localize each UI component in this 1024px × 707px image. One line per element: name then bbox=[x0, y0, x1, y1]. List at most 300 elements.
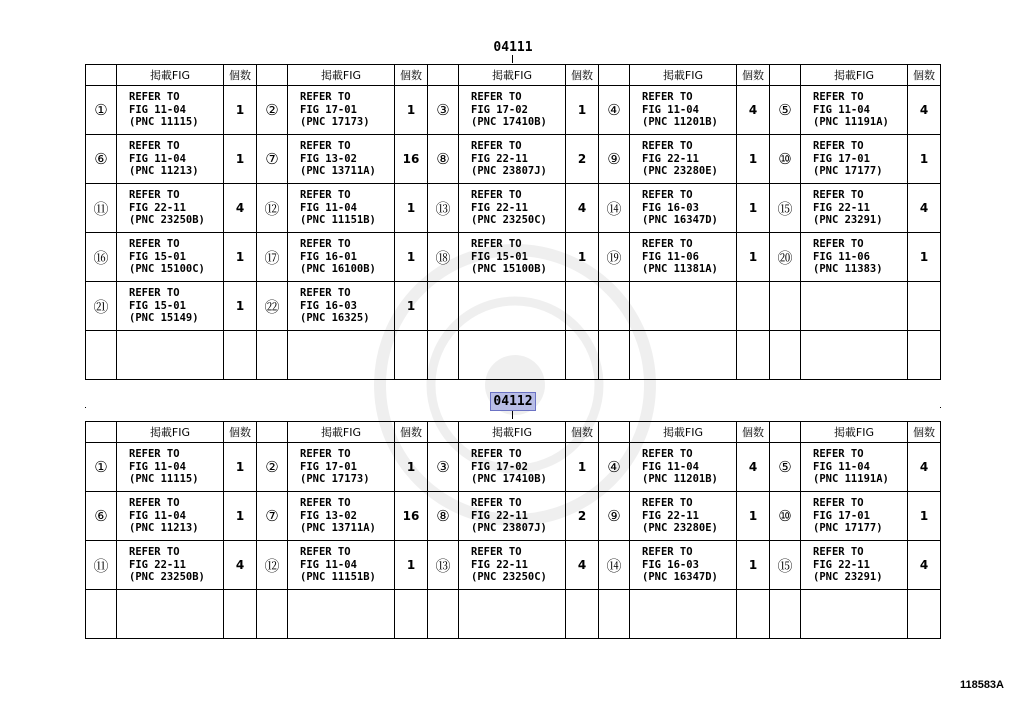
reference-line: REFER TO bbox=[813, 546, 864, 559]
item-number: ⑦ bbox=[257, 492, 288, 541]
table-header-row bbox=[86, 65, 941, 86]
reference-line: REFER TO bbox=[300, 91, 351, 104]
quantity-cell: 1 bbox=[224, 233, 257, 282]
quantity-cell: 1 bbox=[908, 233, 941, 282]
item-number bbox=[86, 590, 117, 639]
quantity-cell bbox=[908, 331, 941, 380]
item-number: ⑰ bbox=[257, 233, 288, 282]
reference-line: (PNC 23250C) bbox=[471, 571, 547, 584]
item-number: ⑨ bbox=[599, 492, 630, 541]
quantity-cell: 1 bbox=[224, 443, 257, 492]
reference-line: FIG 11-04 bbox=[300, 201, 357, 214]
reference-line: FIG 22-11 bbox=[129, 201, 186, 214]
quantity-cell: 1 bbox=[395, 184, 428, 233]
item-number bbox=[770, 331, 801, 380]
reference-cell bbox=[288, 86, 395, 135]
header-blank bbox=[86, 422, 117, 443]
item-number: ⑭ bbox=[599, 541, 630, 590]
table-header-row bbox=[86, 422, 941, 443]
header-qty: 個数 bbox=[908, 422, 941, 443]
label-tick bbox=[512, 55, 513, 63]
quantity-cell: 1 bbox=[224, 135, 257, 184]
item-number: ⑱ bbox=[428, 233, 459, 282]
item-number: ① bbox=[86, 443, 117, 492]
reference-cell bbox=[117, 184, 224, 233]
item-number: ⑪ bbox=[86, 541, 117, 590]
quantity-cell: 1 bbox=[737, 184, 770, 233]
parts-table-04112 bbox=[85, 421, 941, 639]
quantity-cell: 1 bbox=[395, 282, 428, 331]
reference-cell bbox=[459, 541, 566, 590]
reference-line: FIG 17-01 bbox=[813, 509, 870, 522]
header-blank bbox=[770, 422, 801, 443]
reference-line: (PNC 11213) bbox=[129, 522, 199, 535]
table-label-04111: 04111 bbox=[493, 40, 533, 55]
reference-line: REFER TO bbox=[129, 287, 180, 300]
item-number bbox=[770, 590, 801, 639]
header-blank bbox=[428, 422, 459, 443]
reference-cell bbox=[801, 541, 908, 590]
reference-cell bbox=[288, 541, 395, 590]
reference-line: (PNC 15100B) bbox=[471, 263, 547, 276]
reference-line: (PNC 11191A) bbox=[813, 473, 889, 486]
reference-line: (PNC 16347D) bbox=[642, 571, 718, 584]
reference-cell bbox=[459, 492, 566, 541]
reference-line: (PNC 11383) bbox=[813, 263, 883, 276]
reference-line: (PNC 11201B) bbox=[642, 116, 718, 129]
reference-cell bbox=[288, 135, 395, 184]
reference-line: FIG 17-01 bbox=[300, 103, 357, 116]
reference-cell bbox=[801, 590, 908, 639]
reference-line: FIG 17-02 bbox=[471, 460, 528, 473]
reference-line: REFER TO bbox=[471, 238, 522, 251]
reference-cell bbox=[801, 184, 908, 233]
quantity-cell bbox=[908, 282, 941, 331]
reference-line: (PNC 17410B) bbox=[471, 473, 547, 486]
reference-cell bbox=[801, 86, 908, 135]
quantity-cell: 1 bbox=[737, 492, 770, 541]
item-number: ⑮ bbox=[770, 184, 801, 233]
reference-line: FIG 17-02 bbox=[471, 103, 528, 116]
table-row bbox=[86, 331, 941, 380]
item-number bbox=[257, 590, 288, 639]
header-qty: 個数 bbox=[737, 422, 770, 443]
reference-line: (PNC 23280E) bbox=[642, 165, 718, 178]
item-number: ⑪ bbox=[86, 184, 117, 233]
header-fig: 掲載FIG bbox=[117, 422, 224, 443]
reference-line: REFER TO bbox=[129, 140, 180, 153]
reference-cell bbox=[630, 282, 737, 331]
quantity-cell bbox=[395, 331, 428, 380]
reference-line: (PNC 11381A) bbox=[642, 263, 718, 276]
quantity-cell: 4 bbox=[908, 184, 941, 233]
reference-cell bbox=[288, 492, 395, 541]
quantity-cell: 4 bbox=[737, 86, 770, 135]
reference-line: REFER TO bbox=[300, 238, 351, 251]
reference-cell bbox=[288, 331, 395, 380]
item-number: ⑬ bbox=[428, 184, 459, 233]
reference-line: REFER TO bbox=[813, 448, 864, 461]
table-row bbox=[86, 492, 941, 541]
reference-line: REFER TO bbox=[129, 497, 180, 510]
quantity-cell bbox=[224, 331, 257, 380]
reference-line: REFER TO bbox=[813, 497, 864, 510]
header-blank bbox=[599, 422, 630, 443]
reference-line: REFER TO bbox=[300, 140, 351, 153]
quantity-cell: 4 bbox=[224, 184, 257, 233]
quantity-cell: 4 bbox=[566, 541, 599, 590]
reference-line: REFER TO bbox=[300, 546, 351, 559]
item-number bbox=[599, 282, 630, 331]
reference-line: REFER TO bbox=[300, 497, 351, 510]
item-number: ③ bbox=[428, 443, 459, 492]
reference-line: REFER TO bbox=[471, 497, 522, 510]
reference-cell bbox=[630, 331, 737, 380]
item-number: ㉑ bbox=[86, 282, 117, 331]
item-number: ⑥ bbox=[86, 135, 117, 184]
reference-line: REFER TO bbox=[813, 189, 864, 202]
header-fig: 掲載FIG bbox=[459, 422, 566, 443]
quantity-cell: 1 bbox=[224, 492, 257, 541]
reference-line: FIG 11-06 bbox=[642, 250, 699, 263]
item-number: ㉒ bbox=[257, 282, 288, 331]
item-number: ⑫ bbox=[257, 541, 288, 590]
reference-line: FIG 22-11 bbox=[642, 152, 699, 165]
reference-cell bbox=[288, 443, 395, 492]
reference-line: REFER TO bbox=[642, 189, 693, 202]
reference-line: (PNC 11115) bbox=[129, 116, 199, 129]
quantity-cell bbox=[566, 590, 599, 639]
reference-line: FIG 22-11 bbox=[642, 509, 699, 522]
reference-cell bbox=[117, 331, 224, 380]
header-qty: 個数 bbox=[395, 422, 428, 443]
reference-cell bbox=[630, 492, 737, 541]
header-blank bbox=[86, 65, 117, 86]
reference-cell bbox=[459, 135, 566, 184]
reference-cell bbox=[117, 492, 224, 541]
reference-cell bbox=[801, 492, 908, 541]
reference-line: (PNC 15149) bbox=[129, 312, 199, 325]
reference-line: REFER TO bbox=[642, 448, 693, 461]
quantity-cell: 1 bbox=[395, 233, 428, 282]
item-number: ① bbox=[86, 86, 117, 135]
item-number bbox=[770, 282, 801, 331]
reference-cell bbox=[630, 86, 737, 135]
item-number: ② bbox=[257, 86, 288, 135]
reference-line: FIG 11-04 bbox=[300, 558, 357, 571]
reference-line: (PNC 17410B) bbox=[471, 116, 547, 129]
quantity-cell: 1 bbox=[395, 443, 428, 492]
reference-line: REFER TO bbox=[813, 91, 864, 104]
reference-line: FIG 11-04 bbox=[642, 103, 699, 116]
quantity-cell bbox=[737, 590, 770, 639]
quantity-cell: 4 bbox=[908, 541, 941, 590]
header-fig: 掲載FIG bbox=[801, 65, 908, 86]
quantity-cell: 1 bbox=[566, 443, 599, 492]
item-number: ⑮ bbox=[770, 541, 801, 590]
reference-line: REFER TO bbox=[129, 189, 180, 202]
item-number bbox=[599, 331, 630, 380]
header-fig: 掲載FIG bbox=[459, 65, 566, 86]
quantity-cell: 1 bbox=[737, 233, 770, 282]
reference-line: FIG 15-01 bbox=[471, 250, 528, 263]
header-blank bbox=[770, 65, 801, 86]
reference-line: (PNC 16100B) bbox=[300, 263, 376, 276]
reference-cell bbox=[630, 443, 737, 492]
reference-line: FIG 22-11 bbox=[471, 201, 528, 214]
quantity-cell bbox=[566, 331, 599, 380]
reference-cell bbox=[117, 86, 224, 135]
header-qty: 個数 bbox=[566, 65, 599, 86]
header-fig: 掲載FIG bbox=[630, 65, 737, 86]
edge-mark bbox=[85, 407, 86, 408]
reference-line: (PNC 11213) bbox=[129, 165, 199, 178]
item-number: ⑧ bbox=[428, 135, 459, 184]
reference-line: REFER TO bbox=[300, 189, 351, 202]
reference-line: (PNC 15100C) bbox=[129, 263, 205, 276]
reference-cell bbox=[117, 443, 224, 492]
reference-cell bbox=[288, 233, 395, 282]
quantity-cell: 1 bbox=[737, 541, 770, 590]
quantity-cell: 1 bbox=[737, 135, 770, 184]
item-number: ⑭ bbox=[599, 184, 630, 233]
reference-cell bbox=[459, 233, 566, 282]
header-fig: 掲載FIG bbox=[801, 422, 908, 443]
reference-line: FIG 16-03 bbox=[300, 299, 357, 312]
header-fig: 掲載FIG bbox=[630, 422, 737, 443]
header-blank bbox=[599, 65, 630, 86]
item-number: ⑩ bbox=[770, 492, 801, 541]
reference-cell bbox=[117, 282, 224, 331]
table-row bbox=[86, 184, 941, 233]
reference-line: FIG 22-11 bbox=[471, 152, 528, 165]
reference-cell bbox=[801, 443, 908, 492]
reference-cell bbox=[288, 590, 395, 639]
reference-cell bbox=[288, 184, 395, 233]
reference-line: REFER TO bbox=[642, 546, 693, 559]
reference-cell bbox=[801, 135, 908, 184]
reference-cell bbox=[801, 282, 908, 331]
item-number bbox=[428, 282, 459, 331]
drawing-code: 118583A bbox=[959, 679, 1004, 691]
reference-cell bbox=[459, 86, 566, 135]
reference-line: FIG 11-04 bbox=[813, 103, 870, 116]
table-row bbox=[86, 233, 941, 282]
reference-line: (PNC 17177) bbox=[813, 165, 883, 178]
header-qty: 個数 bbox=[224, 65, 257, 86]
reference-line: REFER TO bbox=[642, 238, 693, 251]
reference-cell bbox=[117, 135, 224, 184]
item-number: ④ bbox=[599, 443, 630, 492]
quantity-cell bbox=[908, 590, 941, 639]
quantity-cell: 1 bbox=[566, 233, 599, 282]
header-qty: 個数 bbox=[395, 65, 428, 86]
quantity-cell: 1 bbox=[908, 492, 941, 541]
header-blank bbox=[428, 65, 459, 86]
item-number: ⑤ bbox=[770, 86, 801, 135]
reference-line: (PNC 11151B) bbox=[300, 214, 376, 227]
reference-line: FIG 16-03 bbox=[642, 558, 699, 571]
reference-line: REFER TO bbox=[471, 546, 522, 559]
reference-line: (PNC 13711A) bbox=[300, 165, 376, 178]
reference-line: FIG 11-04 bbox=[642, 460, 699, 473]
reference-line: (PNC 11201B) bbox=[642, 473, 718, 486]
item-number bbox=[428, 331, 459, 380]
reference-cell bbox=[117, 590, 224, 639]
reference-line: FIG 13-02 bbox=[300, 509, 357, 522]
reference-line: FIG 16-03 bbox=[642, 201, 699, 214]
reference-line: (PNC 17177) bbox=[813, 522, 883, 535]
reference-line: (PNC 11191A) bbox=[813, 116, 889, 129]
reference-line: FIG 17-01 bbox=[813, 152, 870, 165]
reference-cell bbox=[630, 233, 737, 282]
reference-cell bbox=[459, 331, 566, 380]
reference-cell bbox=[630, 184, 737, 233]
table-row bbox=[86, 86, 941, 135]
quantity-cell: 1 bbox=[224, 282, 257, 331]
reference-cell bbox=[459, 443, 566, 492]
reference-line: FIG 15-01 bbox=[129, 299, 186, 312]
reference-line: (PNC 23250B) bbox=[129, 214, 205, 227]
reference-line: (PNC 23291) bbox=[813, 214, 883, 227]
reference-line: (PNC 23807J) bbox=[471, 522, 547, 535]
reference-cell bbox=[630, 590, 737, 639]
reference-line: FIG 22-11 bbox=[471, 558, 528, 571]
reference-line: FIG 13-02 bbox=[300, 152, 357, 165]
quantity-cell bbox=[737, 331, 770, 380]
reference-line: (PNC 17173) bbox=[300, 116, 370, 129]
table-row bbox=[86, 282, 941, 331]
reference-cell bbox=[630, 135, 737, 184]
table-row bbox=[86, 443, 941, 492]
reference-line: REFER TO bbox=[813, 140, 864, 153]
reference-cell bbox=[801, 331, 908, 380]
reference-line: REFER TO bbox=[129, 91, 180, 104]
reference-cell bbox=[288, 282, 395, 331]
quantity-cell bbox=[395, 590, 428, 639]
item-number: ④ bbox=[599, 86, 630, 135]
reference-cell bbox=[117, 541, 224, 590]
reference-line: REFER TO bbox=[129, 546, 180, 559]
quantity-cell: 1 bbox=[224, 86, 257, 135]
reference-line: (PNC 17173) bbox=[300, 473, 370, 486]
item-number: ③ bbox=[428, 86, 459, 135]
reference-line: FIG 15-01 bbox=[129, 250, 186, 263]
reference-line: FIG 11-04 bbox=[129, 152, 186, 165]
item-number bbox=[428, 590, 459, 639]
reference-cell bbox=[630, 541, 737, 590]
header-qty: 個数 bbox=[737, 65, 770, 86]
quantity-cell: 4 bbox=[566, 184, 599, 233]
item-number: ⑳ bbox=[770, 233, 801, 282]
reference-line: REFER TO bbox=[642, 497, 693, 510]
item-number: ⑧ bbox=[428, 492, 459, 541]
quantity-cell: 4 bbox=[908, 86, 941, 135]
quantity-cell: 2 bbox=[566, 492, 599, 541]
reference-line: REFER TO bbox=[300, 287, 351, 300]
item-number: ⑥ bbox=[86, 492, 117, 541]
quantity-cell: 16 bbox=[395, 492, 428, 541]
reference-line: FIG 22-11 bbox=[813, 558, 870, 571]
item-number: ⑬ bbox=[428, 541, 459, 590]
reference-line: (PNC 16325) bbox=[300, 312, 370, 325]
header-fig: 掲載FIG bbox=[288, 65, 395, 86]
reference-line: (PNC 23291) bbox=[813, 571, 883, 584]
table-row bbox=[86, 541, 941, 590]
reference-line: (PNC 23807J) bbox=[471, 165, 547, 178]
reference-line: (PNC 23250B) bbox=[129, 571, 205, 584]
reference-line: (PNC 13711A) bbox=[300, 522, 376, 535]
quantity-cell: 4 bbox=[737, 443, 770, 492]
item-number: ⑨ bbox=[599, 135, 630, 184]
reference-line: REFER TO bbox=[642, 91, 693, 104]
item-number: ⑲ bbox=[599, 233, 630, 282]
reference-line: FIG 17-01 bbox=[300, 460, 357, 473]
reference-line: REFER TO bbox=[300, 448, 351, 461]
item-number: ⑩ bbox=[770, 135, 801, 184]
quantity-cell: 1 bbox=[908, 135, 941, 184]
header-qty: 個数 bbox=[224, 422, 257, 443]
reference-line: REFER TO bbox=[471, 189, 522, 202]
quantity-cell: 16 bbox=[395, 135, 428, 184]
quantity-cell: 4 bbox=[224, 541, 257, 590]
header-fig: 掲載FIG bbox=[117, 65, 224, 86]
reference-line: (PNC 23250C) bbox=[471, 214, 547, 227]
quantity-cell: 1 bbox=[395, 541, 428, 590]
item-number: ⑤ bbox=[770, 443, 801, 492]
table-row bbox=[86, 135, 941, 184]
reference-line: REFER TO bbox=[129, 448, 180, 461]
reference-line: REFER TO bbox=[642, 140, 693, 153]
reference-line: REFER TO bbox=[471, 448, 522, 461]
reference-line: FIG 16-01 bbox=[300, 250, 357, 263]
reference-line: FIG 22-11 bbox=[129, 558, 186, 571]
edge-mark bbox=[940, 407, 941, 408]
reference-line: (PNC 11115) bbox=[129, 473, 199, 486]
item-number: ⑯ bbox=[86, 233, 117, 282]
quantity-cell: 2 bbox=[566, 135, 599, 184]
quantity-cell bbox=[224, 590, 257, 639]
reference-line: FIG 11-04 bbox=[129, 509, 186, 522]
reference-line: FIG 22-11 bbox=[813, 201, 870, 214]
parts-table-04111 bbox=[85, 64, 941, 380]
item-number bbox=[257, 331, 288, 380]
header-fig: 掲載FIG bbox=[288, 422, 395, 443]
reference-line: FIG 11-06 bbox=[813, 250, 870, 263]
reference-line: (PNC 11151B) bbox=[300, 571, 376, 584]
header-qty: 個数 bbox=[566, 422, 599, 443]
reference-line: REFER TO bbox=[129, 238, 180, 251]
header-qty: 個数 bbox=[908, 65, 941, 86]
reference-cell bbox=[801, 233, 908, 282]
header-blank bbox=[257, 422, 288, 443]
reference-line: FIG 11-04 bbox=[813, 460, 870, 473]
reference-line: REFER TO bbox=[471, 91, 522, 104]
item-number bbox=[599, 590, 630, 639]
item-number bbox=[86, 331, 117, 380]
reference-cell bbox=[117, 233, 224, 282]
header-blank bbox=[257, 65, 288, 86]
reference-line: (PNC 23280E) bbox=[642, 522, 718, 535]
reference-line: REFER TO bbox=[813, 238, 864, 251]
quantity-cell bbox=[566, 282, 599, 331]
reference-line: FIG 22-11 bbox=[471, 509, 528, 522]
table-row bbox=[86, 590, 941, 639]
item-number: ⑫ bbox=[257, 184, 288, 233]
quantity-cell: 1 bbox=[395, 86, 428, 135]
table-label-04112[interactable]: 04112 bbox=[484, 392, 542, 411]
quantity-cell bbox=[737, 282, 770, 331]
